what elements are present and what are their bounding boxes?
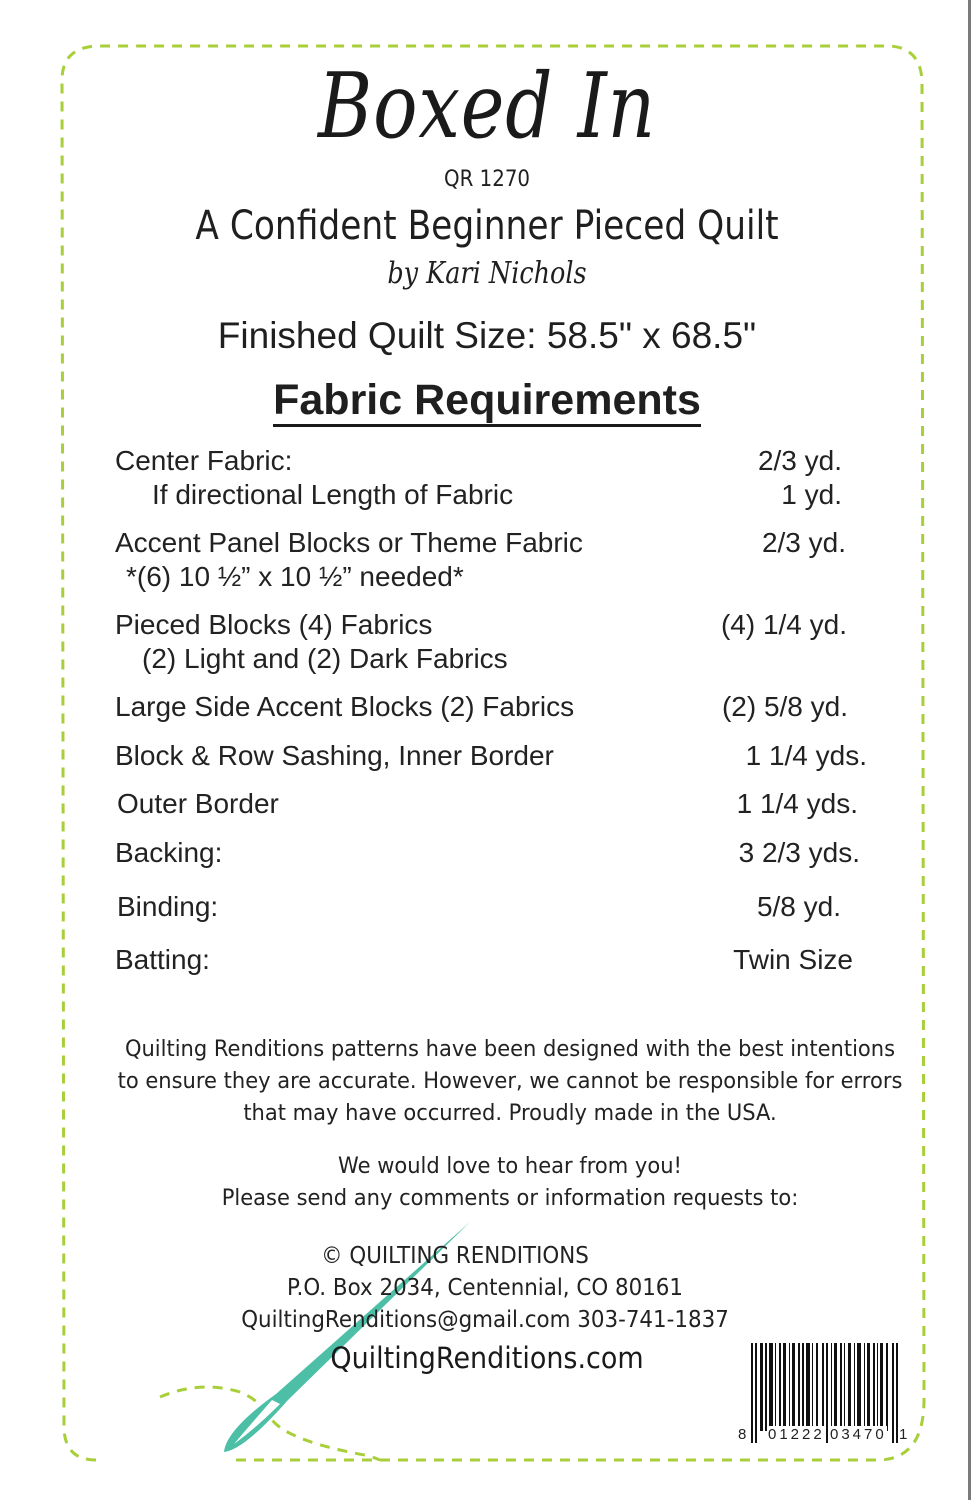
pattern-title: Boxed In [318,54,656,159]
fabric-note: If directional Length of Fabric [152,479,514,510]
fabric-label: Center Fabric: [115,445,293,476]
contact-intro-line: Please send any comments or information requests to: [221,1186,799,1211]
fabric-note: *(6) 10 ½” x 10 ½” needed* [126,561,464,592]
barcode-right-digits: 03470 [830,1426,887,1443]
loose-thread-stitch [160,1387,380,1460]
fabric-amount: (2) 5/8 yd. [721,691,848,722]
barcode-lead-digit: 8 [738,1426,747,1443]
fabric-label: Backing: [115,837,223,868]
fabric-requirements-heading [0,374,974,426]
barcode-left-digits: 01222 [768,1426,825,1443]
fabric-amount: 1 1/4 yds. [736,788,858,819]
pattern-code: QR 1270 [443,167,531,192]
fabric-label: Large Side Accent Blocks (2) Fabrics [115,691,575,722]
contact-intro-line: We would love to hear from you! [338,1154,682,1179]
fabric-amount: (4) 1/4 yd. [720,609,847,640]
fabric-amount: 2/3 yd. [757,445,842,476]
fabric-label: Binding: [117,891,219,922]
copyright-line: © QUILTING RENDITIONS [321,1243,589,1269]
section-heading-text: Fabric Requirements [273,376,701,427]
email-and-phone: QuiltingRenditions@gmail.com 303-741-1837 [241,1307,729,1333]
fabric-label: Block & Row Sashing, Inner Border [115,740,554,771]
fabric-amount: 1 yd. [781,479,842,510]
website-link[interactable]: QuiltingRenditions.com [330,1341,644,1375]
mailing-address: P.O. Box 2034, Centennial, CO 80161 [286,1275,684,1301]
fabric-amount: 3 2/3 yds. [738,837,860,868]
finished-quilt-size: Finished Quilt Size: 58.5" x 68.5" [217,315,757,356]
disclaimer-line: Quilting Renditions patterns have been designed with the best intentions [124,1037,896,1062]
disclaimer-line: that may have occurred. Proudly made in the USA. [243,1101,777,1126]
barcode-check-digit: 1 [899,1426,908,1443]
fabric-label: Batting: [115,944,210,975]
fabric-amount: 1 1/4 yds. [745,740,867,771]
fabric-amount: Twin Size [733,944,853,975]
disclaimer-line: to ensure they are accurate. However, we cannot be responsible for errors [117,1069,903,1094]
fabric-label: Outer Border [117,788,279,819]
fabric-note: (2) Light and (2) Dark Fabrics [142,643,508,674]
fabric-amount: 2/3 yd. [761,527,846,558]
fabric-amount: 5/8 yd. [756,891,841,922]
fabric-label: Accent Panel Blocks or Theme Fabric [115,527,583,558]
fabric-label: Pieced Blocks (4) Fabrics [115,609,433,640]
pattern-author: by Kari Nichols [387,256,587,291]
pattern-subtitle: A Confident Beginner Pieced Quilt [195,203,779,249]
